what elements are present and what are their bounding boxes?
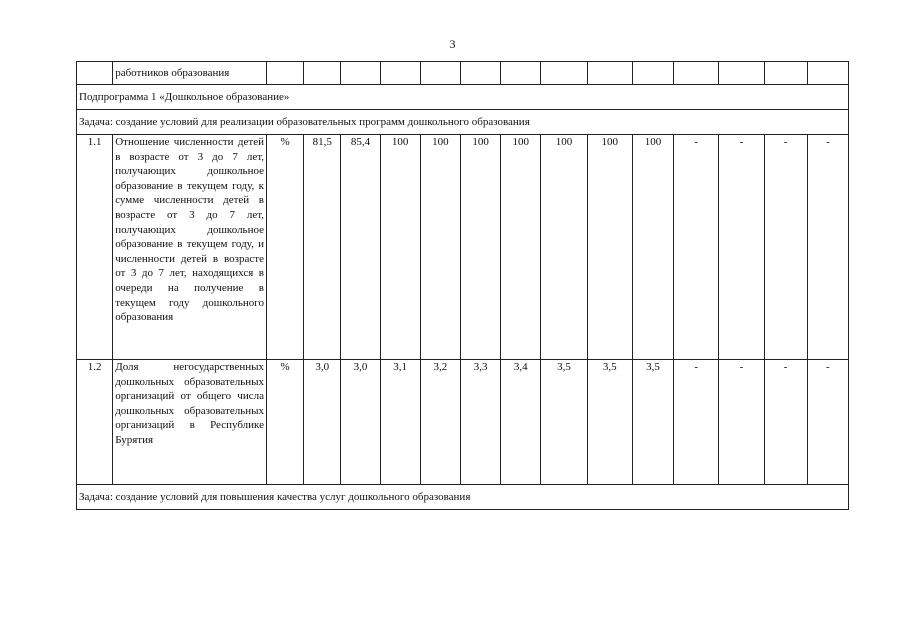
table-cell [674, 62, 719, 85]
indicators-table [76, 61, 849, 510]
row-number: 1.2 [77, 360, 113, 485]
value-cell: 3,1 [380, 360, 420, 485]
task-row [77, 485, 849, 510]
task-row [77, 110, 849, 135]
task-title: Задача: создание условий для повышения качества услуг дошкольного образования [77, 485, 849, 510]
row-number: 1.1 [77, 135, 113, 360]
page-number: 3 [449, 37, 456, 51]
table-cell [341, 62, 380, 85]
row-number [77, 62, 113, 85]
table-cell [719, 62, 764, 85]
table-cell [632, 62, 673, 85]
value-cell: - [764, 135, 807, 360]
value-cell: - [674, 135, 719, 360]
table-cell [380, 62, 420, 85]
value-cell: 100 [541, 135, 587, 360]
indicator-name: Отношение численности детей в возрасте от 3 до 7 лет, получающих дошкольное образование в текущем году, к сумме численности детей в возрасте от 3 до 7 лет, получающих дошкольное образование в текущем году, и численности детей в возрасте от 3 до 7 лет, находящихся в очереди на получение в текущем году дошкольного образования [113, 135, 267, 360]
value-cell: 100 [501, 135, 541, 360]
value-cell: 3,3 [460, 360, 500, 485]
value-cell: - [764, 360, 807, 485]
value-cell: 3,4 [501, 360, 541, 485]
value-cell: 81,5 [304, 135, 341, 360]
value-cell: - [807, 360, 848, 485]
table-cell [541, 62, 587, 85]
table-cell [420, 62, 460, 85]
value-cell: 3,5 [541, 360, 587, 485]
unit-cell: % [266, 135, 303, 360]
value-cell: 3,5 [632, 360, 673, 485]
value-cell: - [719, 135, 764, 360]
value-cell: 100 [460, 135, 500, 360]
value-cell: 3,0 [341, 360, 380, 485]
indicator-name: работников образования [113, 62, 267, 85]
subprogram-title: Подпрограмма 1 «Дошкольное образование» [77, 85, 849, 110]
task-title: Задача: создание условий для реализации образовательных программ дошкольного образования [77, 110, 849, 135]
value-cell: 100 [420, 135, 460, 360]
table-cell [266, 62, 303, 85]
table-cell [304, 62, 341, 85]
value-cell: 3,5 [587, 360, 632, 485]
value-cell: 100 [587, 135, 632, 360]
table-cell [587, 62, 632, 85]
value-cell: 85,4 [341, 135, 380, 360]
value-cell: - [807, 135, 848, 360]
value-cell: - [719, 360, 764, 485]
indicator-name: Доля негосударственных дошкольных образовательных организаций от общего числа дошкольных образовательных организаций в Республике Бурятия [113, 360, 267, 485]
value-cell: - [674, 360, 719, 485]
table-cell [764, 62, 807, 85]
value-cell: 100 [380, 135, 420, 360]
table-cell [807, 62, 848, 85]
table-row [77, 360, 849, 485]
table-row [77, 135, 849, 360]
value-cell: 3,0 [304, 360, 341, 485]
table-row-continued [77, 62, 849, 85]
subprogram-row [77, 85, 849, 110]
value-cell: 3,2 [420, 360, 460, 485]
table-cell [460, 62, 500, 85]
table-cell [501, 62, 541, 85]
unit-cell: % [266, 360, 303, 485]
value-cell: 100 [632, 135, 673, 360]
